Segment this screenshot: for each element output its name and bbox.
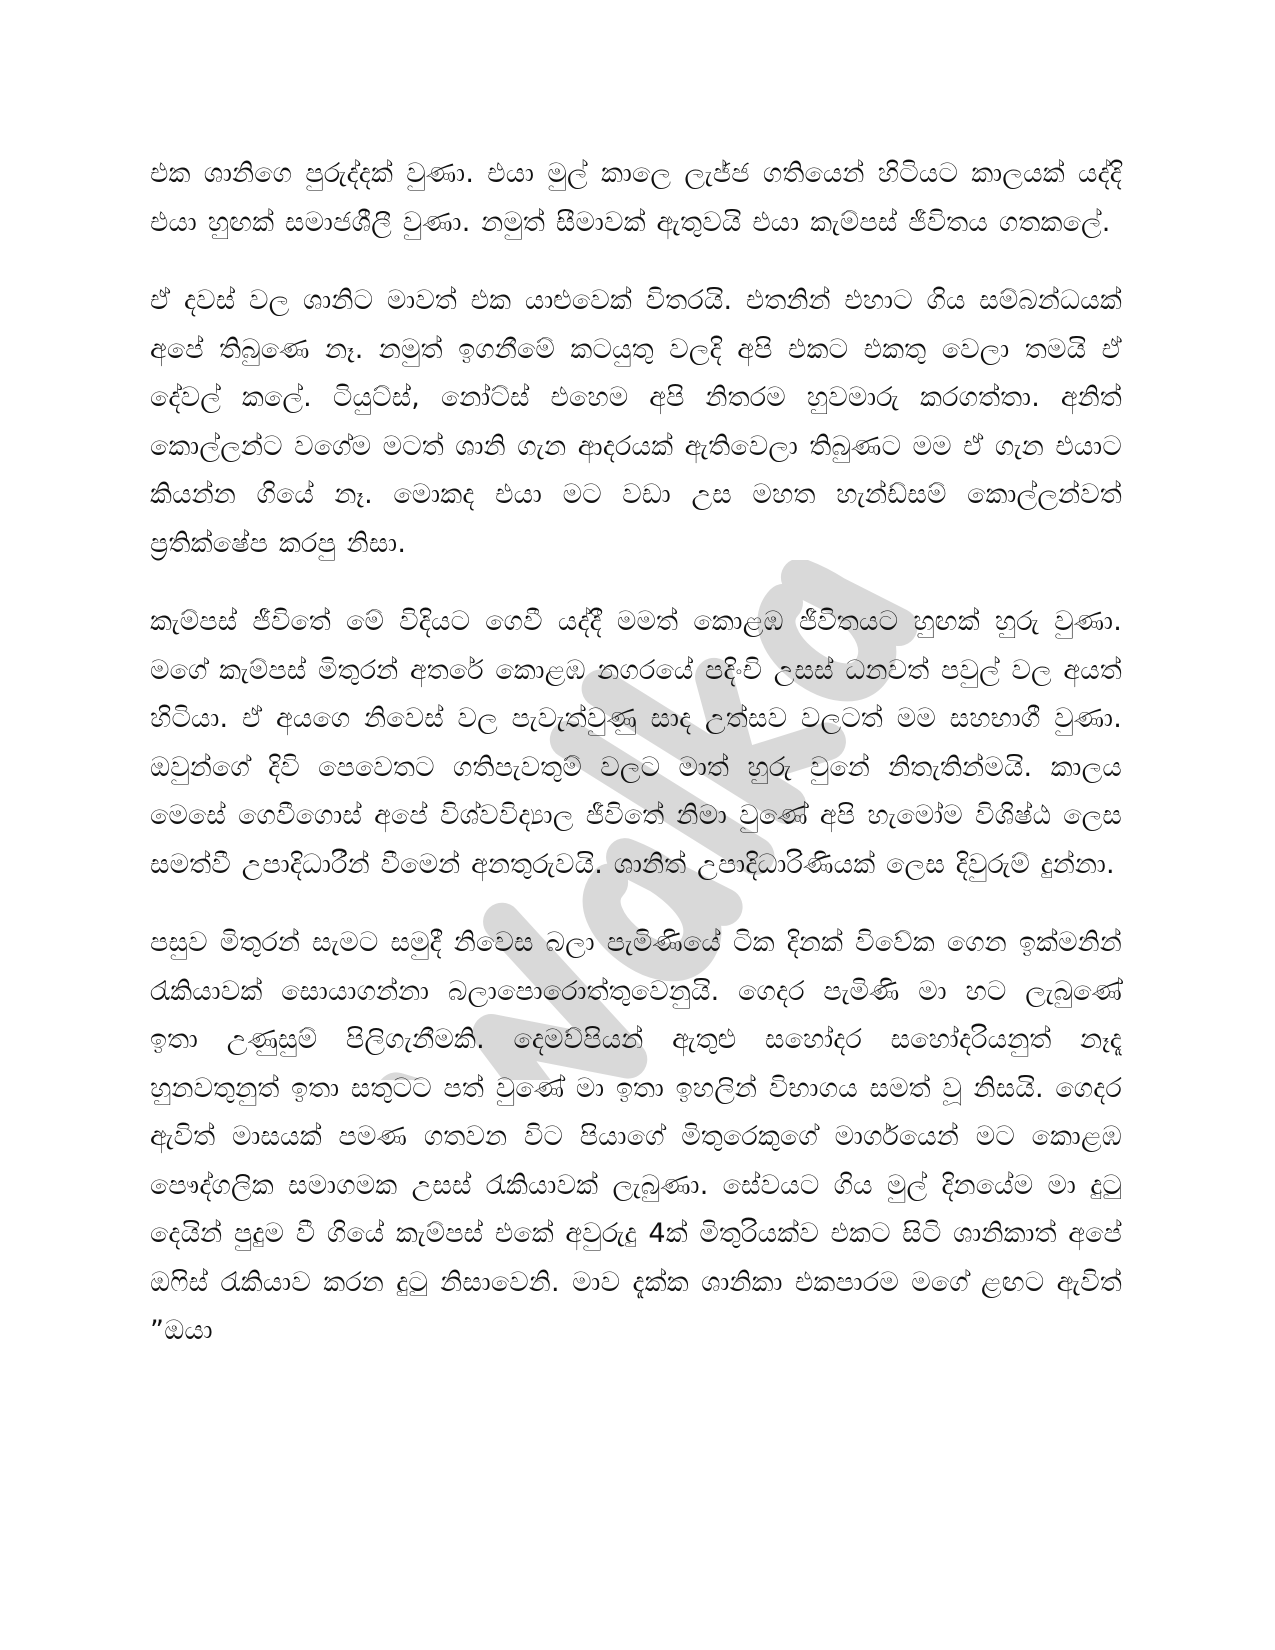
document-body	[150, 150, 1122, 1386]
paragraph-4: පසුව මිතුරන් සැමට සමුදී නිවෙස බලා පැමිණියේ ටික දිනක් විවේක ගෙන ඉක්මනින් ‍රැකියාවක් සොයාගන්නා බලාපොරොත්තුවෙනුයි. ගෙදර පැමිණි මා හට ලැබුණේ ඉතා උණුසුම් පිලිගැනීමකි. දෙමව්පියන් ඇතුළු සහෝදර සහෝදරියනුත් නෑදෑ හුනවතුනුත් ඉතා සතුටට පත් වුණේ මා ඉතා ඉහලින් විභාගය සමත් වූ නිසයි. ගෙදර ඇවිත් මාසයක් පමණ ගතවන විට පියාගේ මිතුරෙකුගේ මාර්ගයෙන් මට කොළඹ පෞද්ගලික සමාගමක උසස් ‍රැකියාවක් ලැබුණා. සේවයට ගිය මුල් දිනයේම මා දුටු දෙයින් පුදුම වී ගියේ කැම්පස් එකේ අවුරුදු 4ක් මිතුරියක්ව එකට සිටි ශානිකාත් අපේ ඔෆිස් ‍රැකියාව කරන දුටු නිසාවෙනි. මාව දැක්ක ශානිකා එකපාරම මගේ ළඟට ඇවිත් ”ඔයා	[150, 927, 1122, 1346]
paragraph-3: කැම්පස් ජීවිතේ මේ විදියට ගෙවී යද්දී මමත් කොළඹ ජීවිතයට හුඟක් හුරු වුණා. මගේ කැම්පස් මිතුරන් අතරේ කොළඹ නගරයේ පදිංචි උසස් ධනවත් පවුල් වල අයත් හිටියා. ඒ අයගෙ නිවෙස් වල පැවැත්වුණු සාද උත්සව වලටත් මම සහභාගී වුණා. ඔවුන්ගේ දිවි පෙවෙතට ගතිපැවතුම් වලට මාත් හුරු වුනේ නිතැතින්මයි. කාලය මෙසේ ගෙවීගොස් අපේ විශ්වවිද්‍යාල ජීවිතේ නිමා වුණේ අපි හැමෝම විශිෂ්ඨ ලෙස සමත්වී උපාදිධාරීන් වීමෙන් අනතුරුවයි. ශානිත් උපාදිධාරිණියක් ලෙස දිවුරුම් දුන්නා.	[150, 606, 1122, 880]
paragraph-2: ඒ දවස් වල ශානිට මාවත් එක යාළුවෙක් විතරයි. එතනින් එහාට ගිය සම්බන්ධයක් අපේ තිබුණෙ නෑ. නමුත් ඉගනීමේ කටයුතු වලදි අපි එකට එකතු වෙලා තමයි ඒ දේවල් කලේ. ටියුට්ස්, නෝට්ස් එහෙම අපි නිතරම හුවමාරු කරගත්තා. අනිත් කොල්ලන්ට වගේම මටත් ශානි ගැන ආදරයක් ඇතිවෙලා තිබුණට මම ඒ ගැන එයාට කියන්න ගියේ නෑ. මොකද එයා මට වඩා උස මහත හැන්ඩ්සම් කොල්ලන්වත් ප්‍රතික්ෂේප කරපු නිසා.	[150, 285, 1122, 559]
paragraph-1: එක ශානිගෙ පුරුද්දක් වුණා. එයා මුල් කාලෙ ලැජ්ජ ගතියෙන් හිටියට කාලයක් යද්දි එයා හුඟක් සමාජශීලී වුණා. නමුත් සීමාවක් ඇතුවයි එයා කැම්පස් ජීවිතය ගතකලේ.	[150, 158, 1122, 238]
